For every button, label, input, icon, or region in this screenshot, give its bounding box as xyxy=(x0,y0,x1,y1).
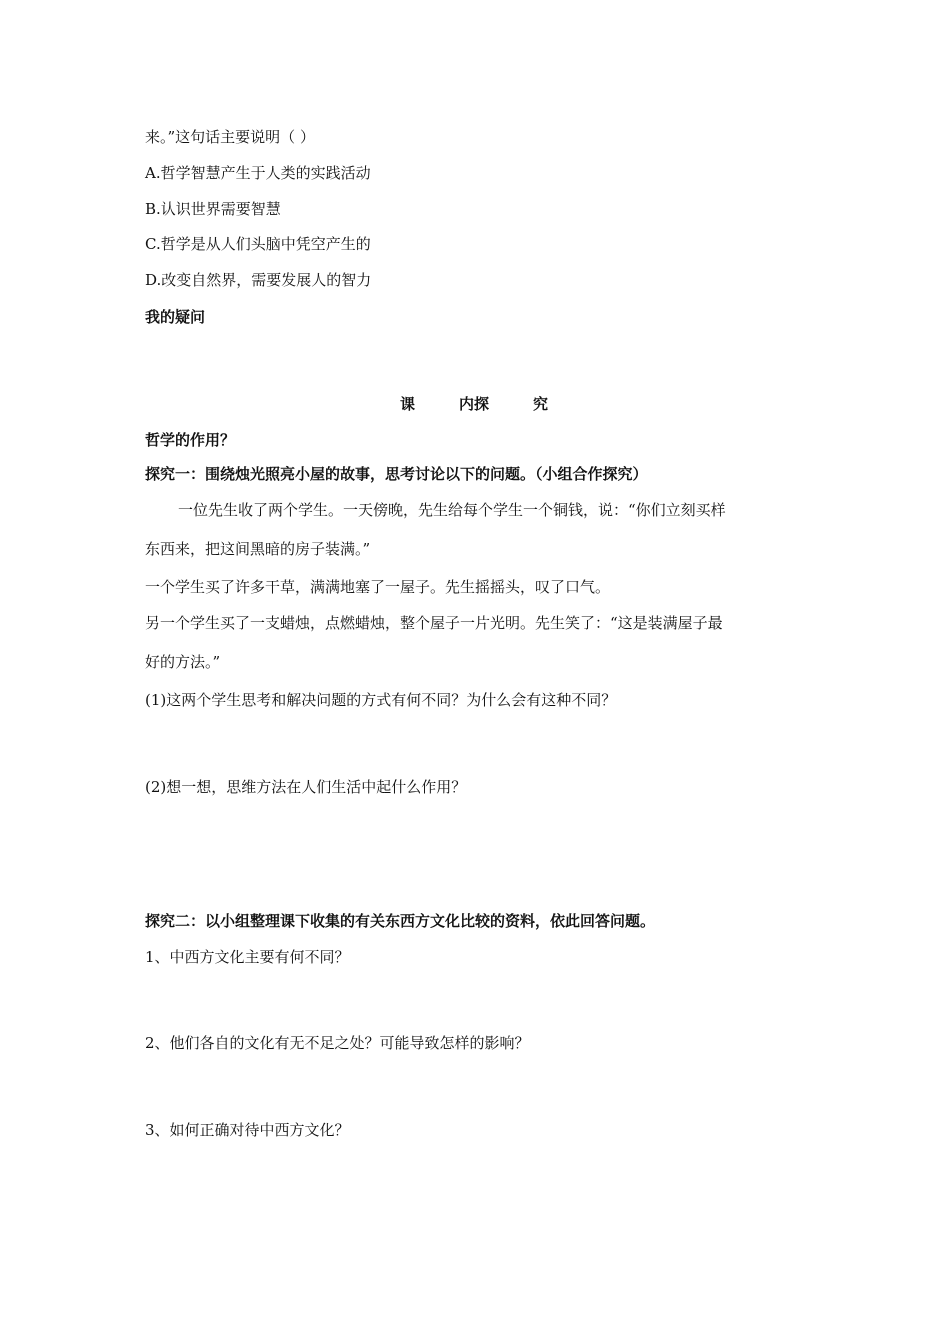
section-title-char-2: 内探 xyxy=(459,395,490,413)
story-line-2: 东西来，把这间黑暗的房子装满。” xyxy=(145,540,371,558)
explore2-question-1: 1、中西方文化主要有何不同？ xyxy=(145,948,350,966)
option-b: B.认识世界需要智慧 xyxy=(145,200,281,218)
explore1-heading: 探究一：围绕烛光照亮小屋的故事，思考讨论以下的问题。（小组合作探究） xyxy=(145,465,648,483)
section-title-char-1: 课 xyxy=(400,395,416,413)
option-d: D.改变自然界，需要发展人的智力 xyxy=(145,271,372,289)
explore2-question-2: 2、他们各自的文化有无不足之处？可能导致怎样的影响？ xyxy=(145,1034,530,1052)
section-title-char-3: 究 xyxy=(533,395,549,413)
question-tail: 来。”这句话主要说明（ ） xyxy=(145,128,315,146)
story-line-3: 一个学生买了许多干草，满满地塞了一屋子。先生摇摇头，叹了口气。 xyxy=(145,578,611,596)
story-line-4: 另一个学生买了一支蜡烛，点燃蜡烛，整个屋子一片光明。先生笑了：“这是装满屋子最 xyxy=(145,614,723,632)
option-a: A.哲学智慧产生于人类的实践活动 xyxy=(145,164,371,182)
story-line-1: 一位先生收了两个学生。一天傍晚，先生给每个学生一个铜钱，说：“你们立刻买样 xyxy=(178,501,726,519)
explore1-question-1: (1)这两个学生思考和解决问题的方式有何不同？为什么会有这种不同？ xyxy=(145,691,617,709)
explore2-heading: 探究二：以小组整理课下收集的有关东西方文化比较的资料，依此回答问题。 xyxy=(145,912,656,930)
story-line-5: 好的方法。” xyxy=(145,653,221,671)
explore2-question-3: 3、如何正确对待中西方文化？ xyxy=(145,1121,350,1139)
explore1-question-2: (2)想一想，思维方法在人们生活中起什么作用？ xyxy=(145,778,467,796)
option-c: C.哲学是从人们头脑中凭空产生的 xyxy=(145,235,371,253)
my-questions-label: 我的疑问 xyxy=(145,308,206,326)
topic-heading: 哲学的作用？ xyxy=(145,431,236,449)
